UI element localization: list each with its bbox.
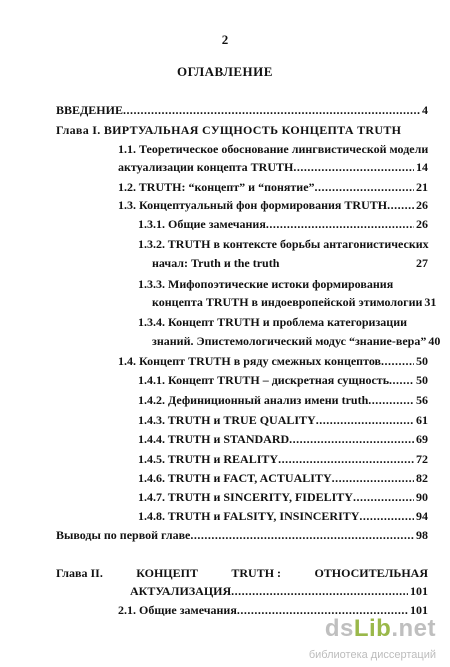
toc-title: ОГЛАВЛЕНИЕ bbox=[177, 64, 273, 79]
toc-entry-1-4-1: 1.4.1. Концепт TRUTH – дискретная сущность ..... 50 bbox=[138, 373, 428, 387]
toc-entry-intro: ВВЕДЕНИЕ ..... 4 bbox=[56, 103, 428, 117]
toc-entry-1-4-3: 1.4.3. TRUTH и TRUE QUALITY ..... 61 bbox=[138, 413, 428, 427]
toc-entry-1-3-3-line1: 1.3.3. Мифопоэтические истоки формирования bbox=[138, 277, 394, 291]
watermark-logo: dsLib.net библиотека диссертаций bbox=[308, 615, 436, 661]
toc-entry-1-2: 1.2. TRUTH: “концепт” и “понятие” ..... 21 bbox=[118, 180, 428, 194]
toc-entry-1-4-6: 1.4.6. TRUTH и FACT, ACTUALITY ..... 82 bbox=[138, 471, 428, 485]
toc-entry-1-3-4: знаний. Эпистемологический модус “знание-вера” 40 bbox=[152, 334, 441, 348]
toc-entry-conclusions: Выводы по первой главе ..... 98 bbox=[56, 528, 428, 542]
toc-entry-1-4: 1.4. Концепт TRUTH в ряду смежных концептов ..... 50 bbox=[118, 354, 428, 368]
chapter-2-word-4: ОТНОСИТЕЛЬНАЯ bbox=[314, 566, 428, 580]
chapter-2-word-1: Глава II. bbox=[56, 566, 103, 580]
watermark-subtitle: библиотека диссертаций bbox=[308, 649, 436, 661]
toc-entry-1-3: 1.3. Концептуальный фон формирования TRUTH ..... 26 bbox=[118, 198, 428, 212]
toc-entry-2-1: 2.1. Общие замечания ..... 101 bbox=[118, 603, 428, 617]
toc-entry-1-4-5: 1.4.5. TRUTH и REALITY ..... 72 bbox=[138, 452, 428, 466]
chapter-2-word-3: TRUTH : bbox=[231, 566, 282, 580]
chapter-2-word-2: КОНЦЕПТ bbox=[136, 566, 198, 580]
toc-entry-1-3-2: начал: Truth и the truth 27 bbox=[152, 256, 428, 270]
toc-entry-1-3-2-line1: 1.3.2. TRUTH в контексте борьбы антагонистических bbox=[138, 237, 429, 251]
toc-entry-1-4-8: 1.4.8. TRUTH и FALSITY, INSINCERITY ..... 94 bbox=[138, 509, 428, 523]
toc-entry-1-3-3: концепта TRUTH в индоевропейской этимологии 31 bbox=[152, 295, 437, 309]
toc-entry-1-3-4-line1: 1.3.4. Концепт TRUTH и проблема категоризации bbox=[138, 315, 408, 329]
toc-entry-1-4-7: 1.4.7. TRUTH и SINCERITY, FIDELITY ..... 90 bbox=[138, 490, 428, 504]
toc-entry-1-4-2: 1.4.2. Дефиниционный анализ имени truth ..... 56 bbox=[138, 393, 428, 407]
page-number: 2 bbox=[221, 32, 229, 47]
toc-entry-1-1-line1: 1.1. Теоретическое обоснование лингвистической модели bbox=[118, 142, 429, 156]
toc-entry-chapter-2: АКТУАЛИЗАЦИЯ ..... 101 bbox=[130, 584, 428, 598]
toc-entry-1-4-4: 1.4.4. TRUTH и STANDARD ..... 69 bbox=[138, 432, 428, 446]
chapter-2-heading bbox=[56, 566, 428, 580]
chapter-1-heading: Глава I. ВИРТУАЛЬНАЯ СУЩНОСТЬ КОНЦЕПТА TRUTH bbox=[56, 123, 402, 137]
toc-entry-1-3-1: 1.3.1. Общие замечания ..... 26 bbox=[138, 217, 428, 231]
toc-entry-1-1: актуализации концепта TRUTH ..... 14 bbox=[118, 160, 428, 174]
